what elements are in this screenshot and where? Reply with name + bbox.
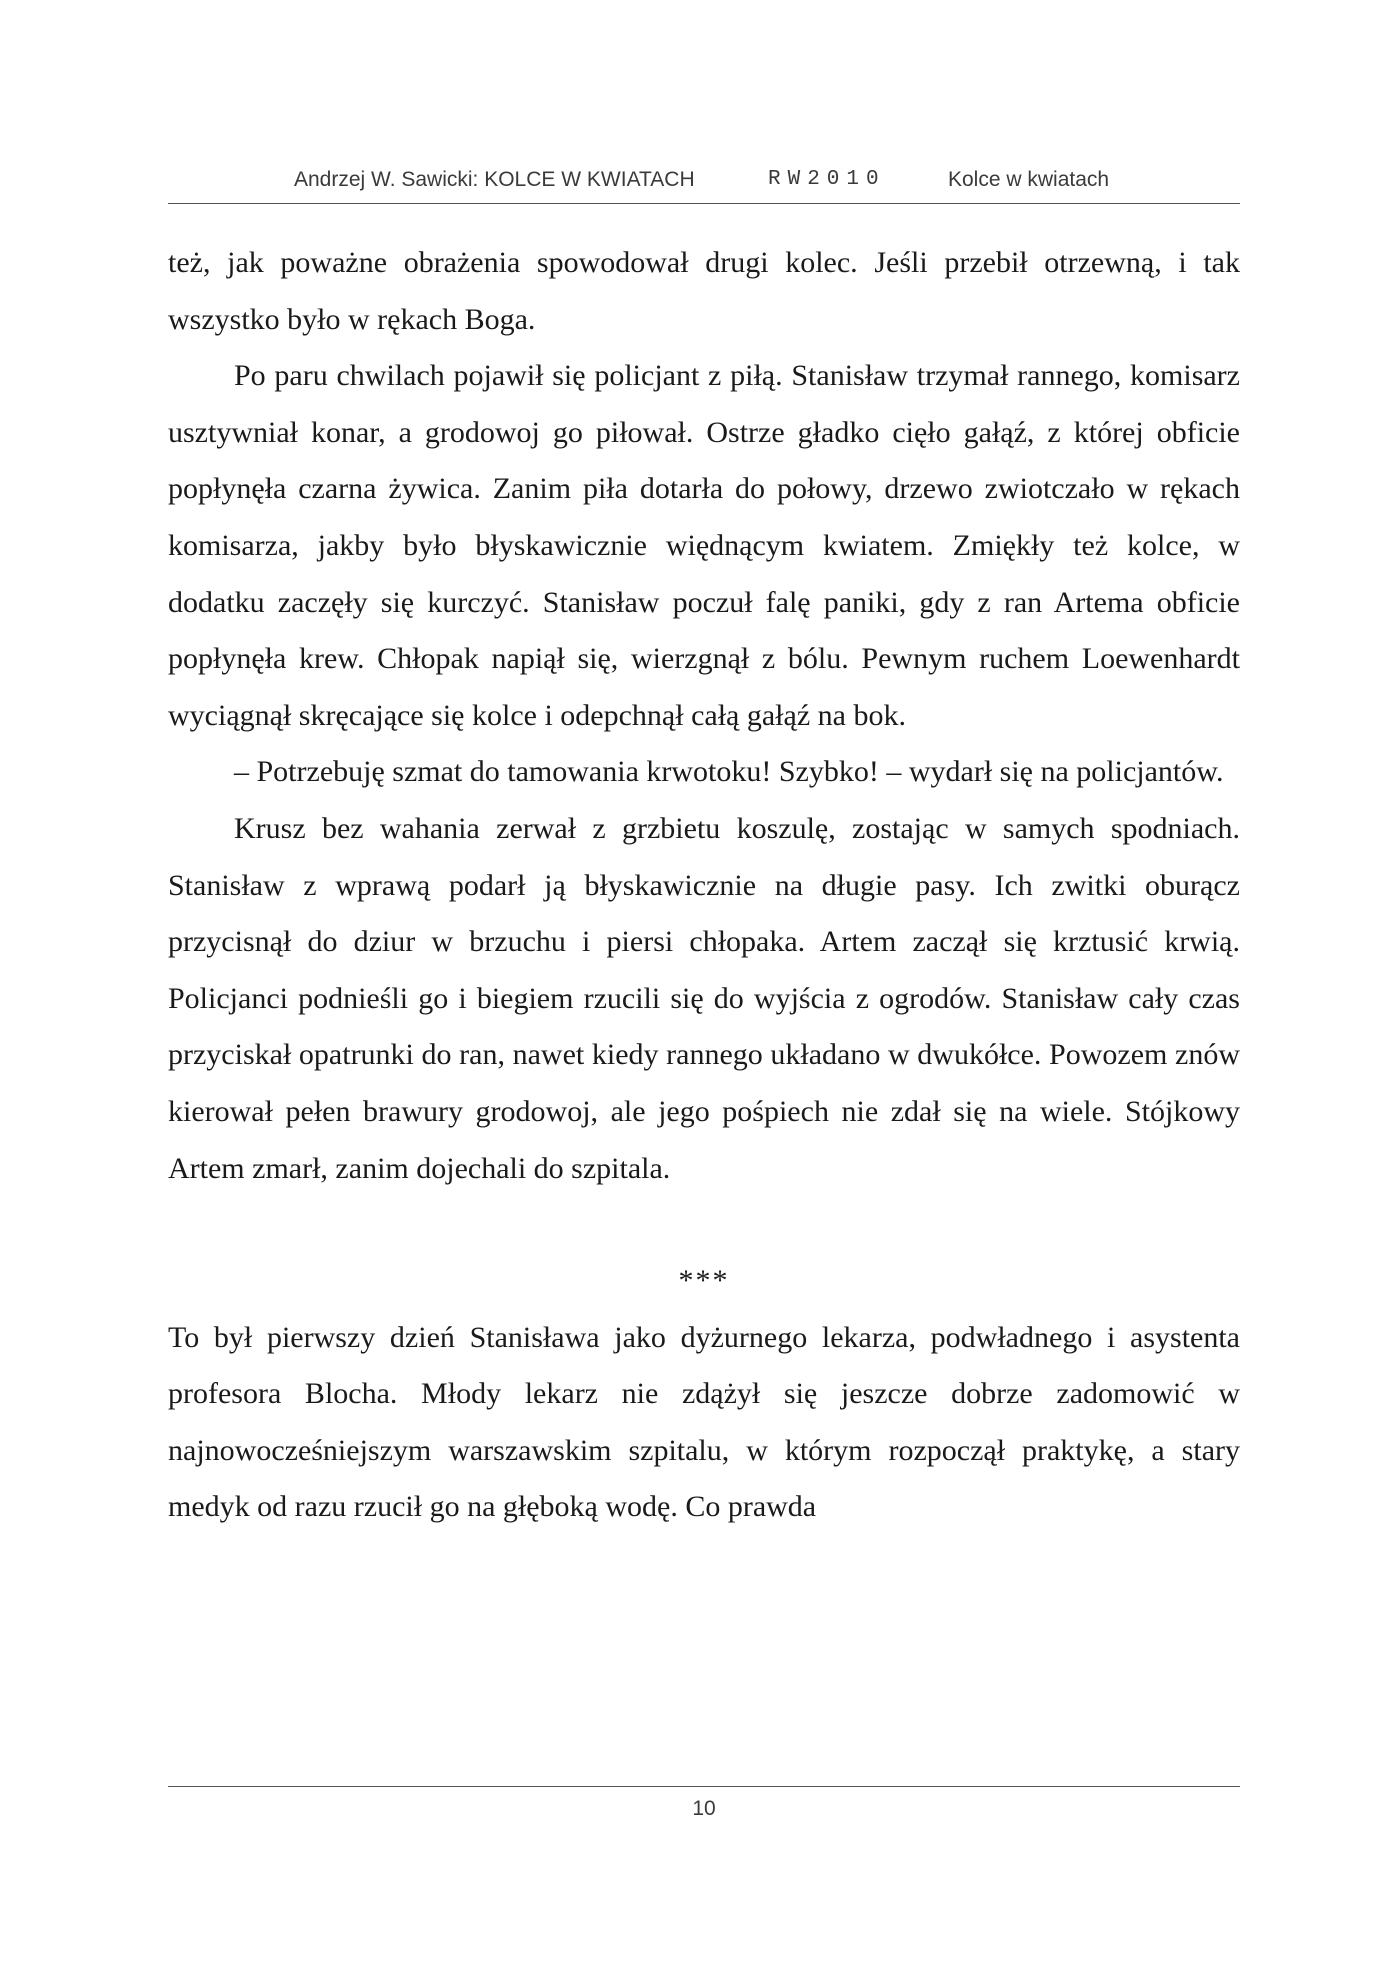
section-separator: *** (678, 1264, 730, 1298)
paragraph: Krusz bez wahania zerwał z grzbietu koszulę, zostając w samych spodniach. Stanisław z wprawą podarł ją błyskawicznie na długie pasy. Ich zwitki oburącz przycisnął do dziur w brzuchu i piersi chłopaka. Artem zaczął się krztusić krwią. Policjanci podnieśli go i biegiem rzucili się do wyjścia z ogrodów. Stanisław cały czas przyciskał opatrunki do ran, nawet kiedy rannego układano w dwukółce. Powozem znów kierował pełen brawury grodowoj, ale jego pośpiech nie zdał się na wiele. Stójkowy Artem zmarł, zanim dojechali do szpitala. (168, 811, 1240, 1185)
header-series: RW2010 (768, 168, 886, 191)
header-short-title: Kolce w kwiatach (948, 168, 1110, 191)
header-author-title: Andrzej W. Sawicki: KOLCE W KWIATACH (294, 168, 695, 191)
paragraph: Po paru chwilach pojawił się policjant z piłą. Stanisław trzymał rannego, komisarz usztywniał konar, a grodowoj go piłował. Ostrze gładko cięło gałąź, z której obficie popłynęła czarna żywica. Zanim piła dotarła do połowy, drzewo zwiotczało w rękach komisarza, jakby było błyskawicznie więdnącym kwiatem. Zmiękły też kolce, w dodatku zaczęły się kurczyć. Stanisław poczuł falę paniki, gdy z ran Artema obficie popłynęła krew. Chłopak napiął się, wierzgnął z bólu. Pewnym ruchem Loewenhardt wyciągnął skręcające się kolce i odepchnął całą gałąź na bok. (168, 359, 1240, 732)
running-header (168, 164, 1240, 200)
paragraph-section-start: To był pierwszy dzień Stanisława jako dyżurnego lekarza, podwładnego i asystenta profesora Blocha. Młody lekarz nie zdążył się jeszcze dobrze zadomowić w najnowocześniejszym warszawskim szpitalu, w którym rozpoczął praktykę, a stary medyk od razu rzucił go na głęboką wodę. Co prawda (168, 1320, 1240, 1524)
paragraph-continuation: też, jak poważne obrażenia spowodował drugi kolec. Jeśli przebił otrzewną, i tak wszystko było w rękach Boga. (168, 246, 1240, 336)
paragraph-dialogue: – Potrzebuję szmat do tamowania krwotoku! Szybko! – wydarł się na policjantów. (234, 755, 1224, 789)
page-body (168, 235, 1240, 1536)
header-divider (168, 203, 1240, 204)
footer-divider (168, 1786, 1240, 1787)
page-number: 10 (692, 1797, 716, 1820)
